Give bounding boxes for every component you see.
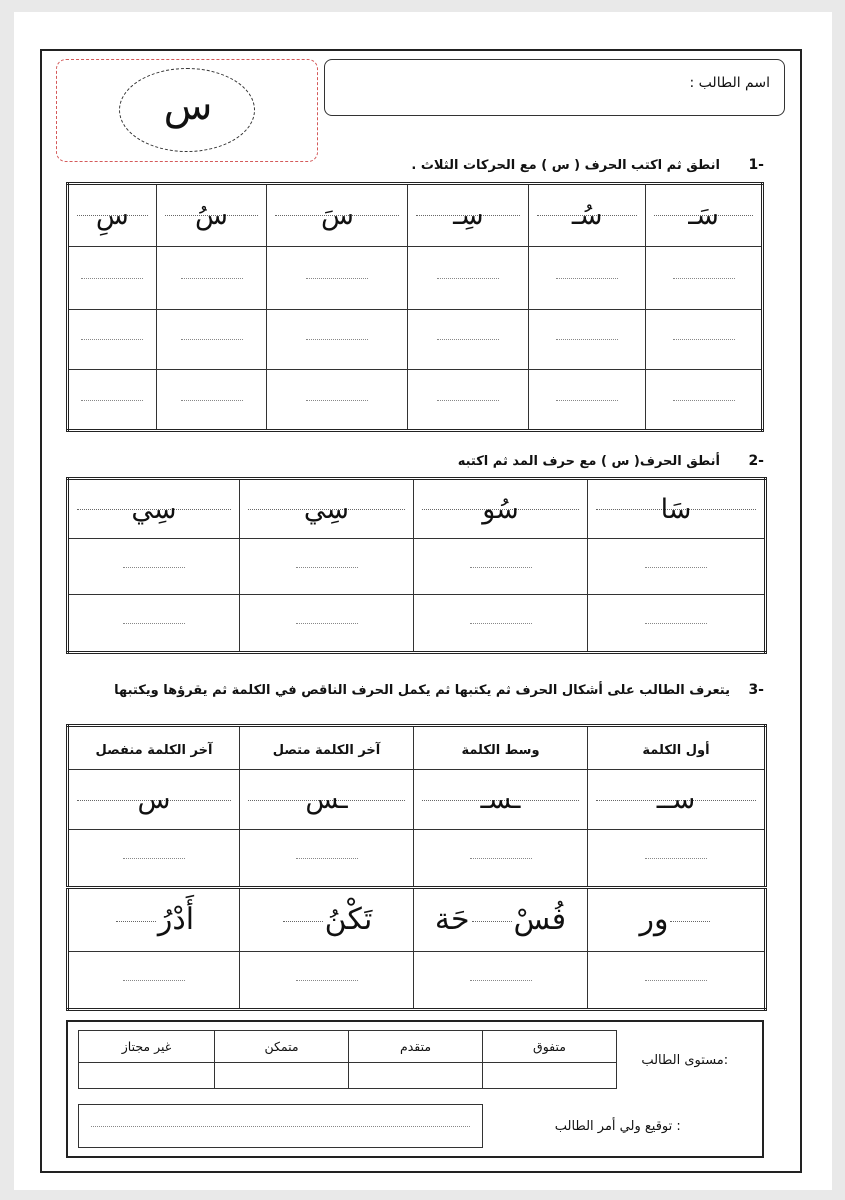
s1-write-cell[interactable] (267, 309, 408, 370)
s3-word-part: حَة (434, 902, 470, 937)
section1-table (66, 182, 764, 432)
s3-word-cell[interactable] (240, 888, 414, 952)
level-check-cell[interactable] (483, 1063, 617, 1089)
s3-word-part: فُسْ (513, 902, 567, 937)
s3-write-cell[interactable] (588, 952, 766, 1010)
s2-syllable: سَا (660, 493, 692, 525)
signature-line (91, 1126, 470, 1127)
s3-blank[interactable] (116, 921, 156, 922)
s3-blank[interactable] (472, 921, 512, 922)
level-check-cell[interactable] (215, 1063, 349, 1089)
s3-header: آخر الكلمة متصل (272, 742, 381, 758)
s3-blank[interactable] (283, 921, 323, 922)
s3-header-cell (240, 726, 414, 770)
s2-cell (68, 479, 240, 539)
letter-box (56, 59, 318, 162)
s3-word-part: ور (639, 902, 669, 937)
s3-word-part: أَدْرُ (157, 902, 195, 937)
s3-write-cell[interactable] (240, 830, 414, 888)
s1-cell (646, 184, 763, 247)
s3-word-cell[interactable] (414, 888, 588, 952)
s2-write-cell[interactable] (68, 595, 240, 653)
s2-write-cell[interactable] (68, 539, 240, 595)
s2-write-cell[interactable] (588, 539, 766, 595)
s1-write-cell[interactable] (646, 309, 763, 370)
section1-instruction: انطق ثم اكتب الحرف ( س ) مع الحركات الثلاث . (411, 158, 720, 173)
featured-letter: س (163, 83, 213, 129)
s1-cell (156, 184, 267, 247)
evaluation-box (66, 1020, 764, 1158)
s1-write-cell[interactable] (267, 246, 408, 309)
s1-letter: سُـ (571, 199, 603, 231)
s2-write-cell[interactable] (240, 539, 414, 595)
s1-cell (267, 184, 408, 247)
section1-number: 1- (748, 157, 764, 173)
level-option: متفوق (533, 1039, 566, 1054)
s1-letter: سُ (195, 199, 228, 231)
section3-table (66, 724, 767, 1011)
s1-letter: سِ (95, 199, 129, 231)
s3-word-part: تَكْنُ (324, 902, 373, 937)
level-check-cell[interactable] (79, 1063, 215, 1089)
level-cell (79, 1031, 215, 1063)
signature-label-cell (483, 1105, 753, 1148)
s1-write-cell[interactable] (267, 370, 408, 431)
signature-table (78, 1104, 753, 1148)
s2-cell (414, 479, 588, 539)
s3-word-cell[interactable] (68, 888, 240, 952)
s3-header-cell (414, 726, 588, 770)
level-option: متقدم (399, 1039, 432, 1054)
s1-write-cell[interactable] (156, 370, 267, 431)
s3-word-cell[interactable] (588, 888, 766, 952)
s2-write-cell[interactable] (240, 595, 414, 653)
level-cell (349, 1031, 483, 1063)
signature-field[interactable] (79, 1105, 483, 1148)
s1-write-cell[interactable] (408, 309, 529, 370)
s3-letter-form: ـسـ (480, 784, 521, 815)
s3-letter-form: ـس (305, 784, 348, 815)
s3-header-cell (68, 726, 240, 770)
s1-write-cell[interactable] (68, 370, 157, 431)
s3-header: آخر الكلمة منفصل (95, 742, 213, 758)
level-check-cell[interactable] (349, 1063, 483, 1089)
level-label: مستوى الطالب: (641, 1052, 729, 1068)
worksheet-page (14, 12, 832, 1190)
s3-form-cell (240, 770, 414, 830)
s2-cell (588, 479, 766, 539)
s2-write-cell[interactable] (414, 595, 588, 653)
s2-syllable: سُو (482, 493, 519, 525)
s3-write-cell[interactable] (240, 952, 414, 1010)
s1-letter: سَ (320, 199, 354, 231)
s1-letter: سَـ (688, 199, 719, 231)
level-label-cell (617, 1031, 753, 1089)
section2-number: 2- (748, 453, 764, 469)
level-option: غير مجتاز (121, 1039, 172, 1054)
student-name-box[interactable] (324, 59, 785, 116)
level-cell (215, 1031, 349, 1063)
s1-letter: سِـ (453, 199, 484, 231)
s2-syllable: سِي (303, 493, 350, 525)
s3-write-cell[interactable] (414, 952, 588, 1010)
student-name-label: اسم الطالب : (689, 75, 770, 91)
signature-label: توقيع ولي أمر الطالب : (554, 1119, 681, 1134)
s1-write-cell[interactable] (408, 370, 529, 431)
s3-form-cell (68, 770, 240, 830)
s3-letter-form: س (137, 784, 171, 815)
s2-cell (240, 479, 414, 539)
s1-cell (529, 184, 646, 247)
s1-write-cell[interactable] (68, 309, 157, 370)
section2-instruction: أنطق الحرف( س ) مع حرف المد ثم اكتبه (457, 454, 720, 469)
s3-write-cell[interactable] (414, 830, 588, 888)
s2-write-cell[interactable] (588, 595, 766, 653)
s3-header-cell (588, 726, 766, 770)
level-table (78, 1030, 753, 1089)
s3-write-cell[interactable] (68, 952, 240, 1010)
s2-write-cell[interactable] (414, 539, 588, 595)
s3-write-cell[interactable] (588, 830, 766, 888)
s3-header: وسط الكلمة (461, 742, 540, 758)
s3-form-cell (414, 770, 588, 830)
s3-write-cell[interactable] (68, 830, 240, 888)
s1-write-cell[interactable] (156, 246, 267, 309)
section3-number: 3- (748, 682, 764, 698)
level-cell (483, 1031, 617, 1063)
s3-form-cell (588, 770, 766, 830)
s2-syllable: سِي (131, 493, 177, 525)
s3-letter-form: ســ (656, 784, 696, 815)
s1-write-cell[interactable] (529, 246, 646, 309)
s1-write-cell[interactable] (529, 309, 646, 370)
s1-write-cell[interactable] (68, 246, 157, 309)
section3-instruction: يتعرف الطالب على أشكال الحرف ثم يكتبها ثم يكمل الحرف الناقص في الكلمة ثم يقرؤها ويكتبها (114, 683, 730, 698)
section2-table (66, 477, 767, 654)
s1-write-cell[interactable] (156, 309, 267, 370)
level-option: متمكن (264, 1039, 299, 1054)
s3-blank[interactable] (670, 921, 710, 922)
s3-header: أول الكلمة (642, 742, 710, 758)
s1-write-cell[interactable] (646, 370, 763, 431)
s1-write-cell[interactable] (408, 246, 529, 309)
s1-write-cell[interactable] (529, 370, 646, 431)
s1-cell (68, 184, 157, 247)
letter-ellipse (119, 68, 255, 152)
s1-cell (408, 184, 529, 247)
s1-write-cell[interactable] (646, 246, 763, 309)
